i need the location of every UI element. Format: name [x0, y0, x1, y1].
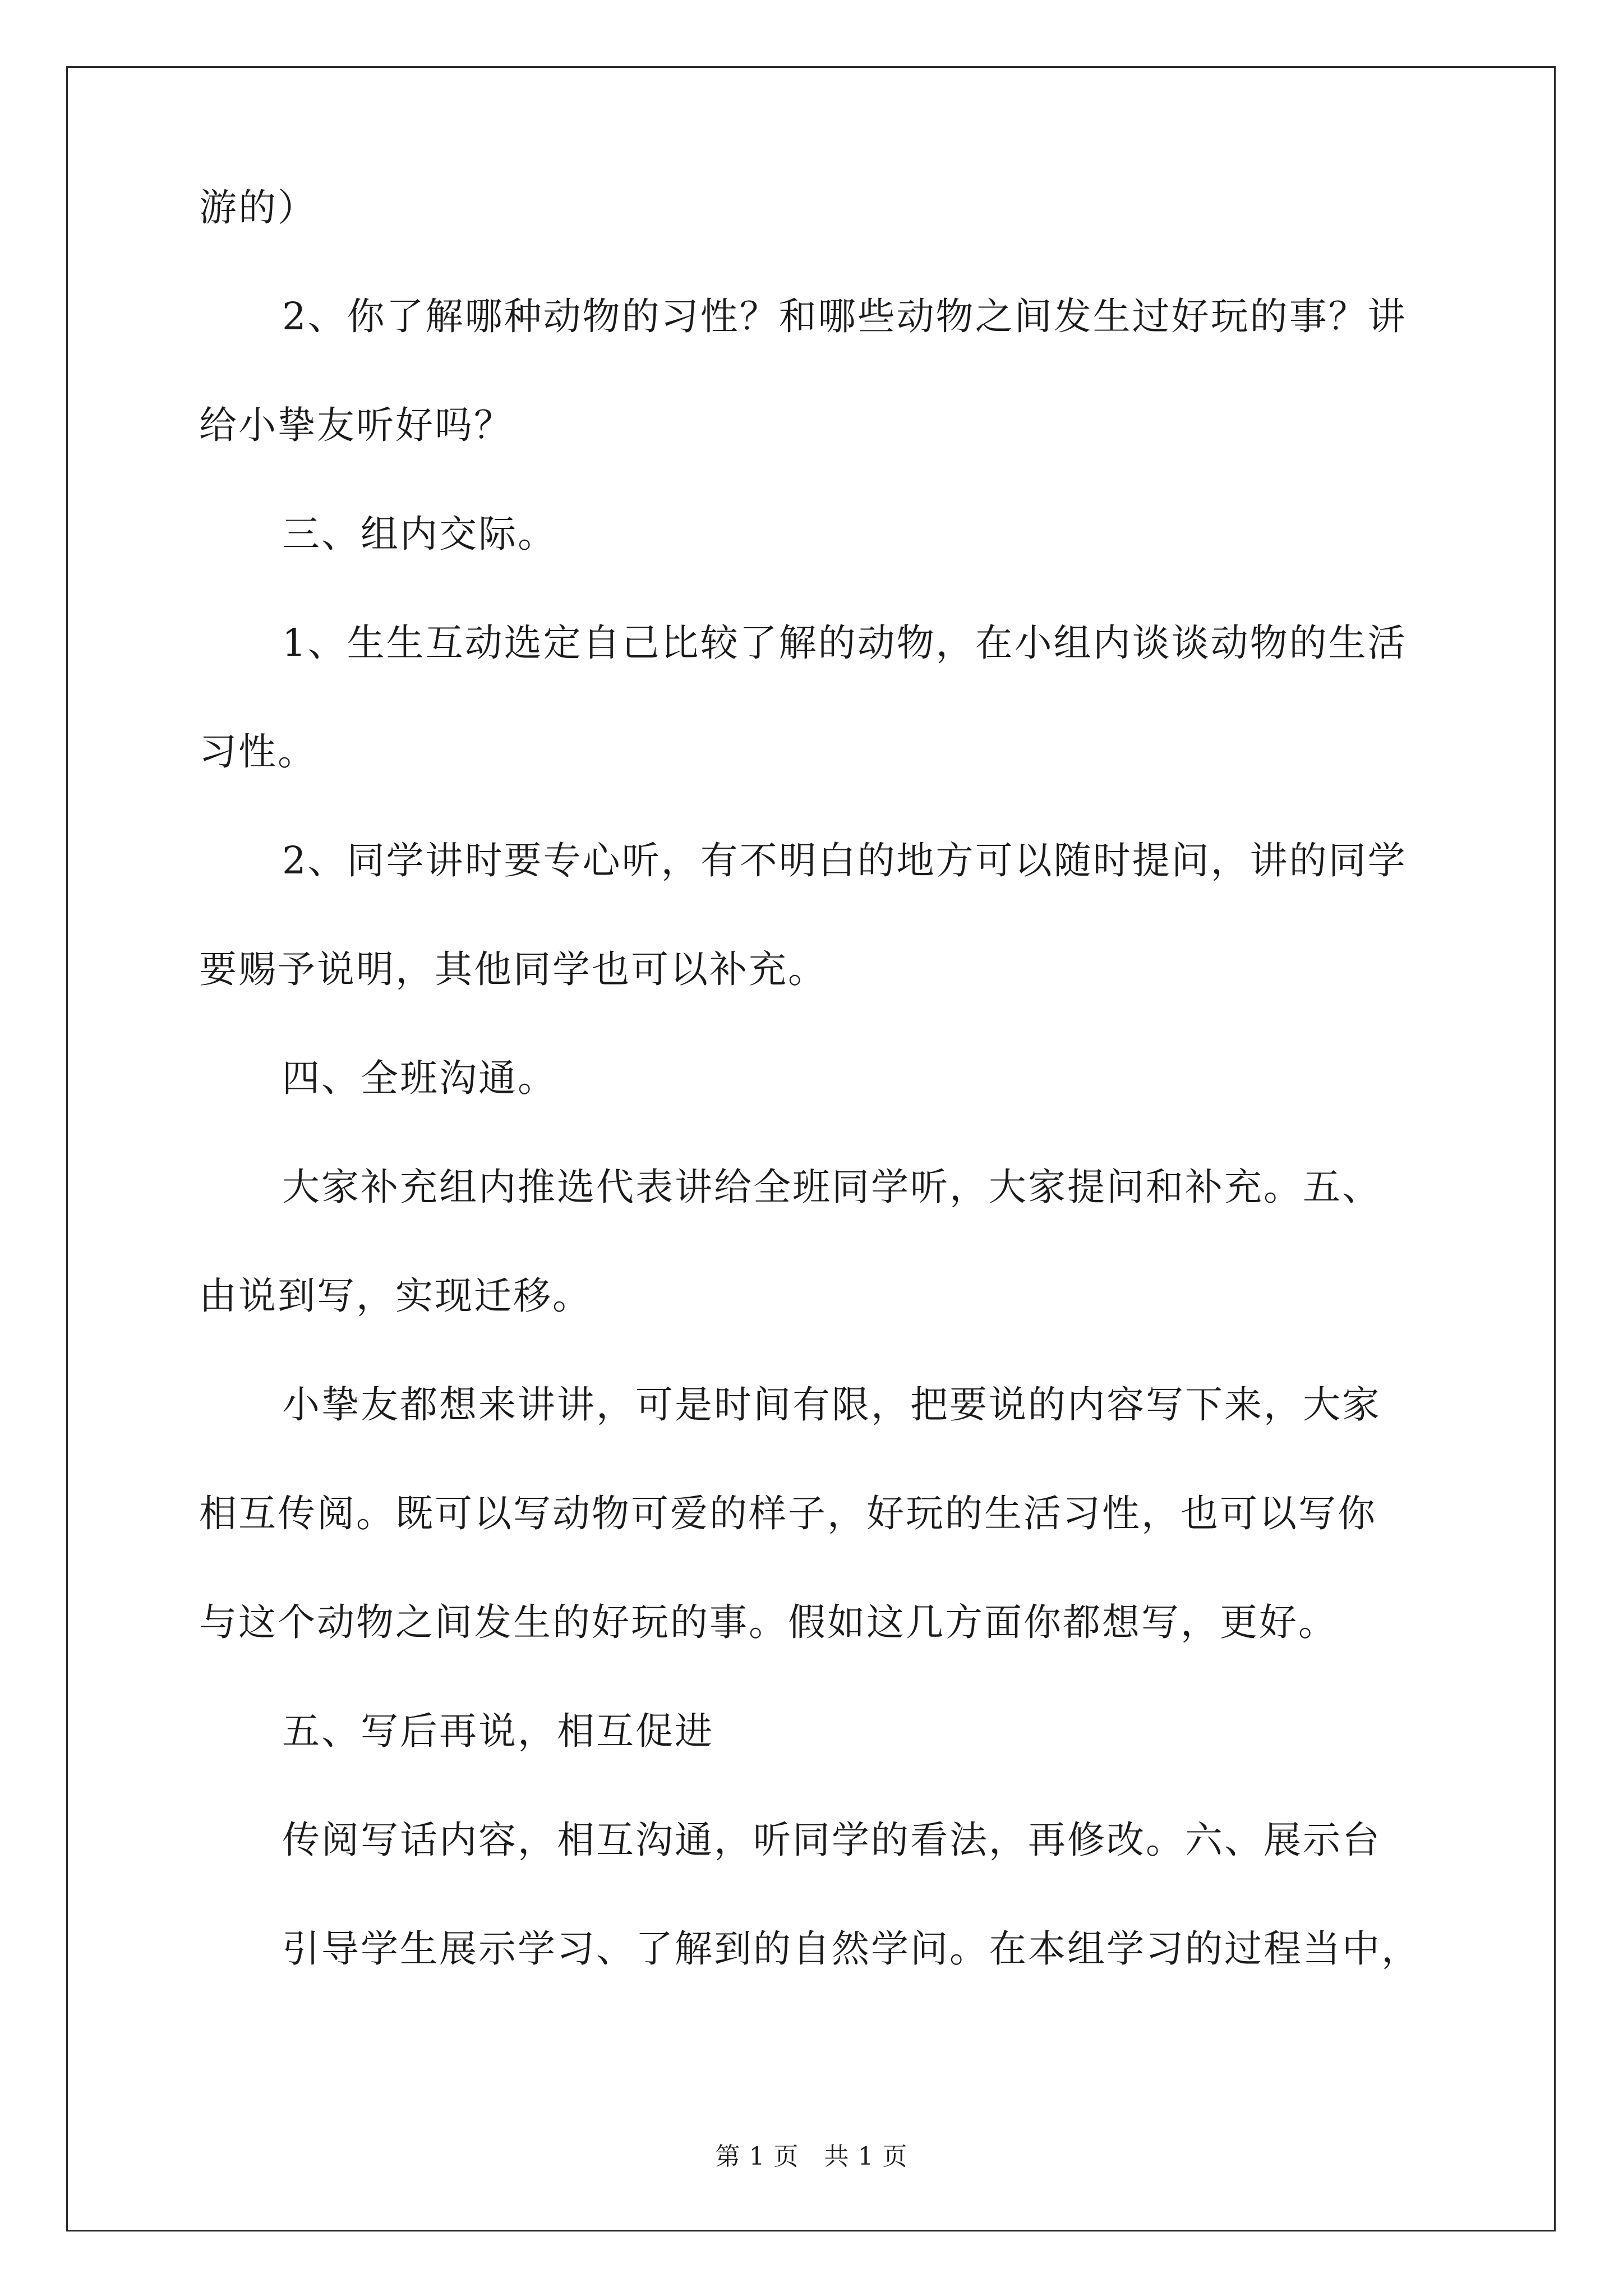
text-line: 传阅写话内容，相互沟通，听同学的看法，再修改。六、展示台: [282, 1818, 1381, 1862]
text-line: 2、你了解哪种动物的习性？和哪些动物之间发生过好玩的事？讲: [282, 295, 1407, 338]
text-line: 2、同学讲时要专心听，有不明白的地方可以随时提问，讲的同学: [282, 839, 1407, 882]
text-line: 相互传阅。既可以写动物可爱的样子，好玩的生活习性，也可以写你: [199, 1492, 1377, 1535]
text-line: 游的）: [199, 186, 317, 229]
section-heading: 四、全班沟通。: [282, 1056, 557, 1100]
text-line: 给小挚友听好吗？: [199, 403, 513, 447]
text-line: 习性。: [199, 730, 317, 774]
text-line: 引导学生展示学习、了解到的自然学问。在本组学习的过程当中，: [282, 1927, 1421, 1971]
page-number-footer: 第 1 页 共 1 页: [715, 2142, 908, 2171]
text-line: 要赐予说明，其他同学也可以补充。: [199, 947, 827, 991]
section-heading: 五、写后再说，相互促进: [282, 1709, 714, 1753]
text-line: 由说到写，实现迁移。: [199, 1274, 592, 1318]
section-heading: 三、组内交际。: [282, 512, 557, 556]
text-line: 大家补充组内推选代表讲给全班同学听，大家提问和补充。五、: [282, 1165, 1381, 1209]
text-line: 与这个动物之间发生的好玩的事。假如这几方面你都想写，更好。: [199, 1600, 1338, 1644]
text-line: 小挚友都想来讲讲，可是时间有限，把要说的内容写下来，大家: [282, 1383, 1381, 1427]
text-line: 1、生生互动选定自己比较了解的动物，在小组内谈谈动物的生活: [282, 621, 1407, 665]
page-border: [66, 66, 1556, 2231]
